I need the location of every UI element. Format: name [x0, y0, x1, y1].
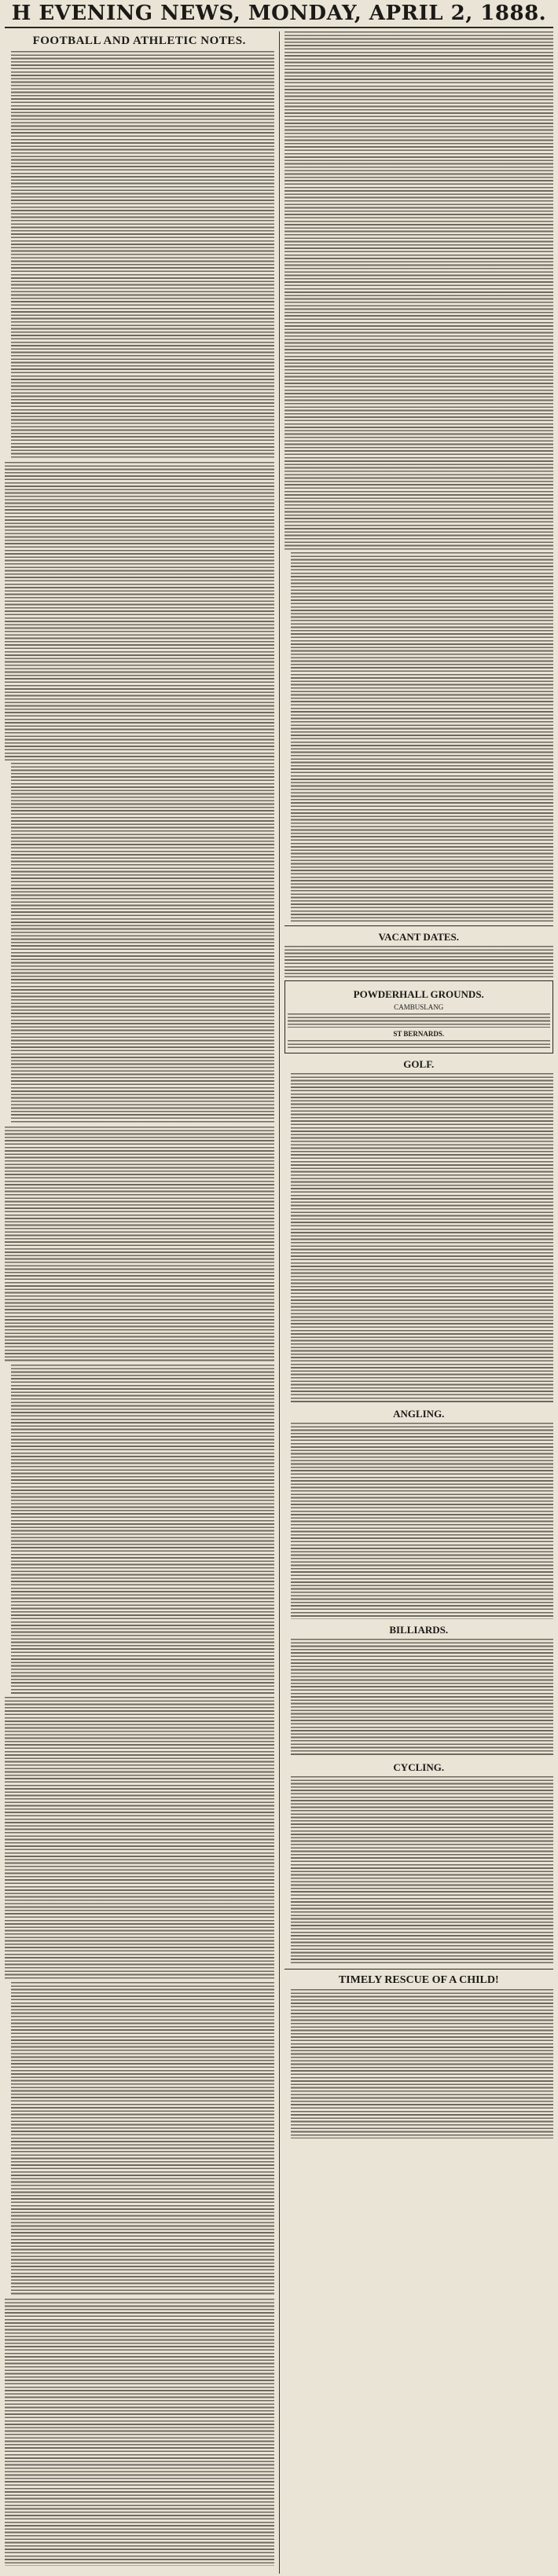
section-rule — [285, 925, 554, 926]
article-paragraph — [5, 462, 274, 760]
cambuslang-line: CAMBUSLANG — [394, 1003, 444, 1011]
article-paragraph — [5, 1697, 274, 1980]
article-paragraph — [5, 1365, 274, 1695]
article-paragraph — [285, 31, 554, 550]
article-paragraph — [5, 51, 274, 460]
billiards-heading: BILLIARDS. — [389, 1624, 449, 1636]
article-paragraph — [5, 1127, 274, 1362]
right-column — [285, 31, 554, 2574]
cycling-heading: CYCLING. — [393, 1761, 445, 1773]
advert-text — [288, 1013, 551, 1028]
column-divider — [279, 31, 280, 2574]
angling-heading: ANGLING. — [393, 1408, 445, 1420]
article-paragraph — [285, 946, 554, 977]
article-paragraph — [5, 763, 274, 1124]
article-paragraph — [285, 1073, 554, 1403]
article-paragraph — [5, 2299, 274, 2566]
section-rule — [285, 1969, 554, 1970]
article-paragraph — [285, 1776, 554, 1965]
article-paragraph — [285, 1639, 554, 1757]
advert-text — [288, 1040, 551, 1048]
columns — [5, 31, 553, 2574]
powderhall-heading: POWDERHALL GROUNDS. — [353, 988, 484, 1000]
article-paragraph — [285, 1423, 554, 1619]
golf-heading: GOLF. — [403, 1058, 435, 1070]
left-column — [5, 31, 274, 2574]
football-headline: FOOTBALL AND ATHLETIC NOTES. — [32, 35, 246, 47]
article-paragraph — [285, 552, 554, 922]
vacant-dates-heading: VACANT DATES. — [378, 931, 460, 943]
st-bernards-line: ST BERNARDS. — [393, 1030, 445, 1038]
article-paragraph — [5, 1982, 274, 2296]
powderhall-advert — [285, 980, 554, 1053]
rescue-heading: TIMELY RESCUE OF A CHILD! — [338, 1974, 499, 1986]
article-paragraph — [285, 1989, 554, 2138]
masthead: H EVENING NEWS, MONDAY, APRIL 2, 1888. — [5, 0, 553, 28]
